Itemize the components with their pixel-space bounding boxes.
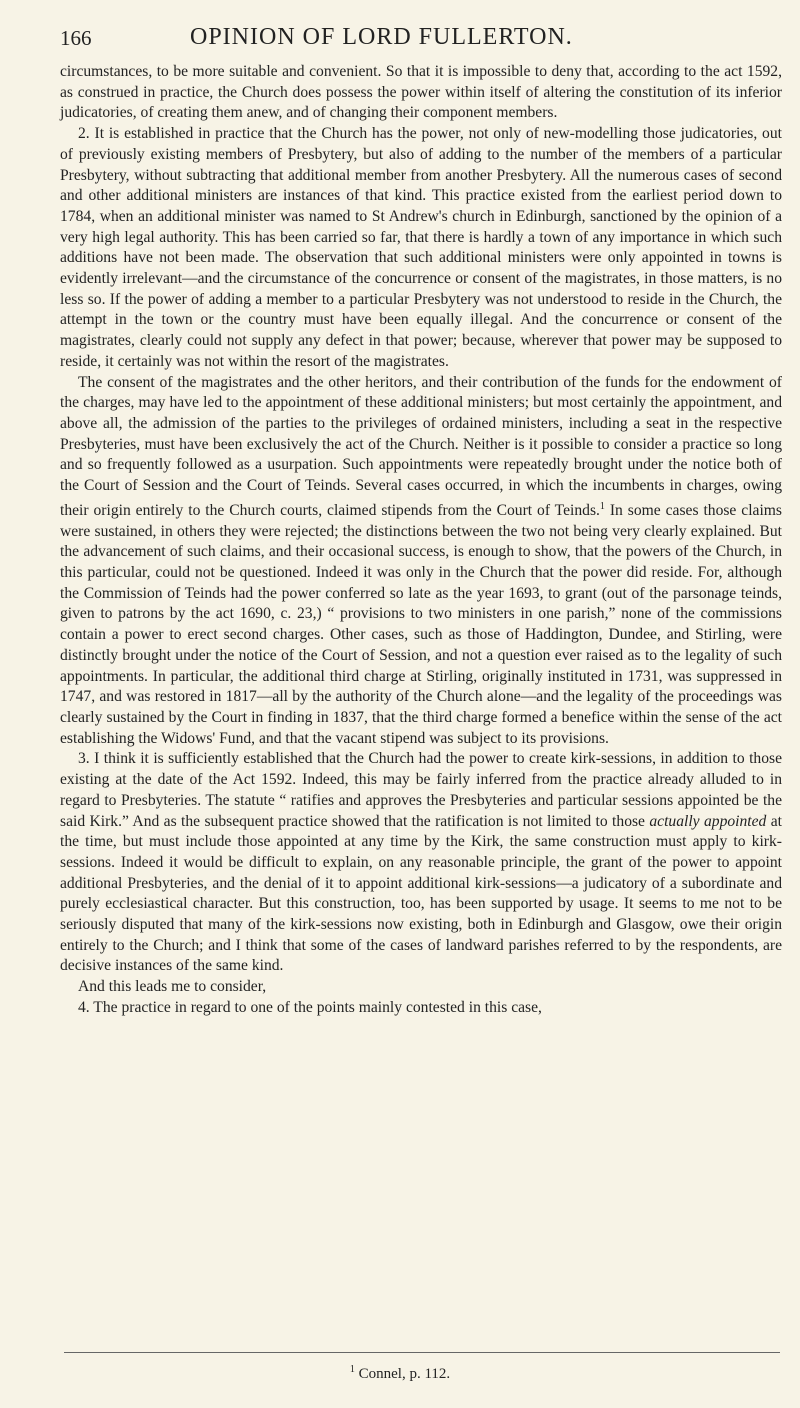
emphasis-text: actually appointed bbox=[649, 812, 767, 830]
footnote-marker: 1 bbox=[349, 1364, 355, 1375]
paragraph-4 bbox=[60, 749, 782, 977]
paragraph-6: 4. The practice in regard to one of the points mainly contested in this case, bbox=[78, 998, 542, 1016]
paragraph-3 bbox=[60, 373, 782, 750]
footnote bbox=[0, 1364, 800, 1383]
paragraph-1: circumstances, to be more suitable and convenient. So that it is impossible to deny that, according to the act 1592, as construed in practice, the Church does possess the power within itself of altering the constitution of its inferior judicatories, of creating them anew, and of changing their component members. bbox=[60, 63, 782, 122]
paragraph-4-text-a: 3. I think it is sufficiently established that the Church had the power to create kirk-sessions, in addition to those existing at the date of the Act 1592. Indeed, this may be fairly inferred from the practice already alluded to in regard to Presbyteries. The statute “ ratifies and approves the Presbyteries and particular sessions appointed be the said Kirk.” And as the subsequent practice showed that the ratification is not limited to those bbox=[60, 750, 782, 830]
paragraph-5: And this leads me to consider, bbox=[78, 978, 267, 996]
page-number: 166 bbox=[60, 26, 92, 50]
paragraph-4-text-b: at the time, but must include those appointed at any time by the Kirk, the same construction must apply to kirk-sessions. Indeed it would be difficult to explain, on any reasonable principle, the grant of the power to appoint additional Presbyteries, and the denial of it to appoint additional kirk-sessions—a judicatory of a subordinate and purely ecclesiastical character. But this construction, too, has been supported by usage. It seems to me not to be seriously disputed that many of the kirk-sessions now existing, both in Edinburgh and Glasgow, owe their origin entirely to the Church; and I think that some of the cases of landward parishes referred to by the respondents, are decisive instances of the same kind. bbox=[60, 812, 782, 975]
paragraph-3-text-a: The consent of the magistrates and the other heritors, and their contribution of the funds for the endowment of the charges, may have led to the appointment of these additional ministers; but most certainly the appointment, and above all, the admission of the parties to the privileges of ordained ministers, including a seat in the respective Presbyteries, must have been exclusively the act of the Church. Neither is it possible to consider a practice so long and so frequently followed as a usurpation. Such appointments were repeatedly brought under the notice both of the Court of Session and the Court of Teinds. Several cases occurred, in which the incumbents in charges, owing their origin entirely to the Church courts, claimed stipends from the Court of Teinds. bbox=[60, 373, 782, 519]
footnote-text: Connel, p. 112. bbox=[354, 1366, 451, 1382]
footnote-reference: 1 bbox=[599, 500, 605, 512]
paragraph-2: 2. It is established in practice that the Church has the power, not only of new-modelling those judicatories, out of previously existing members of Presbytery, but also of adding to the number of the members of a particular Presbytery, without subtracting that additional member from another Presbytery. All the numerous cases of second and other additional ministers are instances of that kind. This practice existed from the earliest period down to 1784, when an additional minister was named to St Andrew's church in Edinburgh, sanctioned by the opinion of a very high legal authority. This has been carried so far, that there is hardly a town of any importance in which such additions have not been made. The observation that such additional ministers were only appointed in towns is evidently irrelevant—and the circumstance of the concurrence or consent of the magistrates, in those matters, is no less so. If the power of adding a member to a particular Presbytery was not understood to reside in the Church, the attempt in the town or the country must have been equally illegal. And the concurrence or consent of the magistrates, clearly could not supply any defect in that power; because, wherever that power may be supposed to reside, it certainly was not within the resort of the magistrates. bbox=[60, 125, 782, 370]
running-head: OPINION OF LORD FULLERTON. bbox=[190, 24, 573, 50]
footnote-divider bbox=[64, 1352, 780, 1353]
body-text bbox=[60, 62, 782, 1019]
page-header bbox=[60, 20, 760, 56]
paragraph-3-text-b: In some cases those claims were sustained, in others they were rejected; the distinctions between the two not being very clearly explained. But the advancement of such claims, and their occasional success, is enough to show, that the powers of the Church, in this particular, could not be questioned. Indeed it was only in the Church that the power did reside. For, although the Commission of Teinds had the power conferred so late as the year 1693, to grant (out of the parsonage teinds, given to patrons by the act 1690, c. 23,) “ provisions to two ministers in one parish,” none of the commissions contain a power to erect second charges. Other cases, such as those of Haddington, Dundee, and Stirling, were distinctly brought under the notice of the Court of Session, and not a question ever raised as to the legality of such appointments. In particular, the additional third charge at Stirling, originally instituted in 1731, was suppressed in 1747, and was restored in 1817—all by the authority of the Church alone—and the legality of the proceedings was clearly sustained by the Court in finding in 1837, that the third charge formed a benefice within the sense of the act establishing the Widows' Fund, and that the vacant stipend was subject to its provisions. bbox=[60, 501, 782, 747]
